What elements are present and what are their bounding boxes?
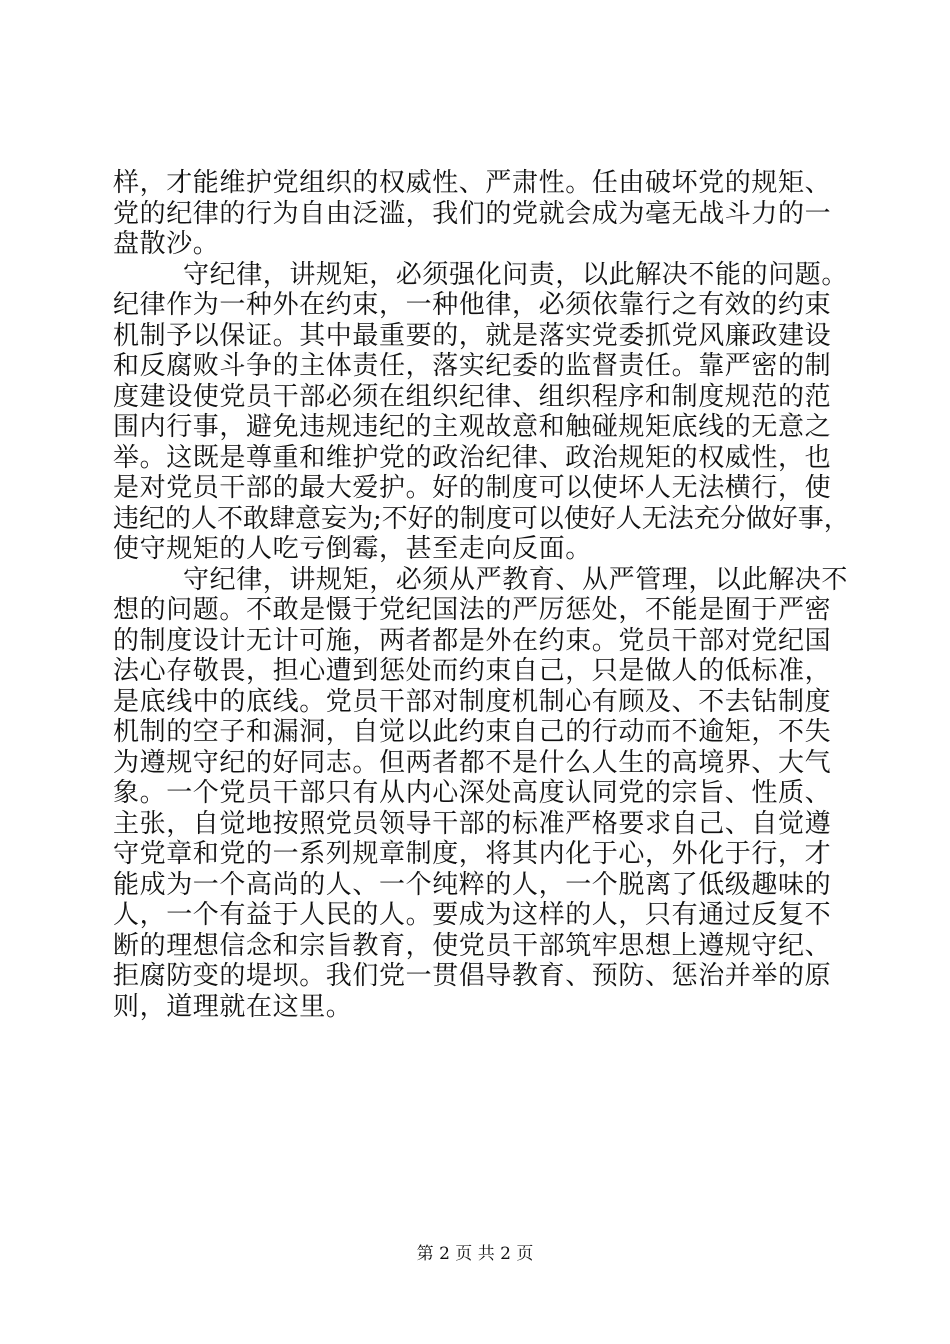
text-line: 象。一个党员干部只有从内心深处高度认同党的宗旨、性质、	[113, 778, 832, 808]
text-line: 是底线中的底线。党员干部对制度机制心有顾及、不去钻制度	[113, 686, 832, 717]
text-line: 是对党员干部的最大爱护。好的制度可以使坏人无法横行，使	[113, 473, 832, 503]
text-line: 举。这既是尊重和维护党的政治纪律、政治规矩的权威性，也	[113, 442, 832, 473]
text-line: 盘散沙。	[113, 229, 220, 259]
text-line: 党的纪律的行为自由泛滥，我们的党就会成为毫无战斗力的一	[113, 198, 832, 229]
text-line: 样，才能维护党组织的权威性、严肃性。任由破坏党的规矩、	[113, 168, 832, 198]
text-line: 机制予以保证。其中最重要的，就是落实党委抓党风廉政建设	[113, 320, 832, 351]
text-line: 的制度设计无计可施，两者都是外在约束。党员干部对党纪国	[113, 625, 832, 656]
text-line: 和反腐败斗争的主体责任，落实纪委的监督责任。靠严密的制	[113, 351, 832, 381]
text-line: 守纪律，讲规矩，必须强化问责，以此解决不能的问题。	[183, 259, 849, 290]
text-line: 守党章和党的一系列规章制度，将其内化于心，外化于行，才	[113, 839, 832, 869]
paragraph	[113, 259, 850, 565]
text-line: 度建设使党员干部必须在组织纪律、组织程序和制度规范的范	[113, 381, 832, 412]
document-body	[113, 168, 850, 1022]
text-line: 使守规矩的人吃亏倒霉，甚至走向反面。	[113, 534, 592, 564]
page-footer: 第 2 页 共 2 页	[416, 1244, 534, 1264]
text-line: 能成为一个高尚的人、一个纯粹的人，一个脱离了低级趣味的	[113, 869, 832, 900]
text-line: 纪律作为一种外在约束，一种他律，必须依靠行之有效的约束	[113, 290, 832, 320]
text-line: 守纪律，讲规矩，必须从严教育、从严管理，以此解决不	[183, 564, 849, 595]
text-line: 则，道理就在这里。	[113, 991, 353, 1022]
paragraph	[113, 564, 849, 1023]
text-line: 拒腐防变的堤坝。我们党一贯倡导教育、预防、惩治并举的原	[113, 961, 832, 991]
text-line: 机制的空子和漏洞，自觉以此约束自己的行动而不逾矩，不失	[113, 717, 832, 747]
text-line: 主张，自觉地按照党员领导干部的标准严格要求自己、自觉遵	[113, 808, 832, 839]
text-line: 围内行事，避免违规违纪的主观故意和触碰规矩底线的无意之	[113, 412, 832, 442]
text-line: 人，一个有益于人民的人。要成为这样的人，只有通过反复不	[113, 900, 832, 930]
text-line: 断的理想信念和宗旨教育，使党员干部筑牢思想上遵规守纪、	[113, 930, 832, 961]
text-line: 违纪的人不敢肆意妄为;不好的制度可以使好人无法充分做好事，	[113, 503, 850, 534]
paragraph	[113, 168, 843, 260]
text-line: 法心存敬畏，担心遭到惩处而约束自己，只是做人的低标准，	[113, 656, 832, 686]
text-line: 为遵规守纪的好同志。但两者都不是什么人生的高境界、大气	[113, 747, 832, 778]
text-line: 想的问题。不敢是慑于党纪国法的严厉惩处，不能是囿于严密	[113, 595, 832, 625]
